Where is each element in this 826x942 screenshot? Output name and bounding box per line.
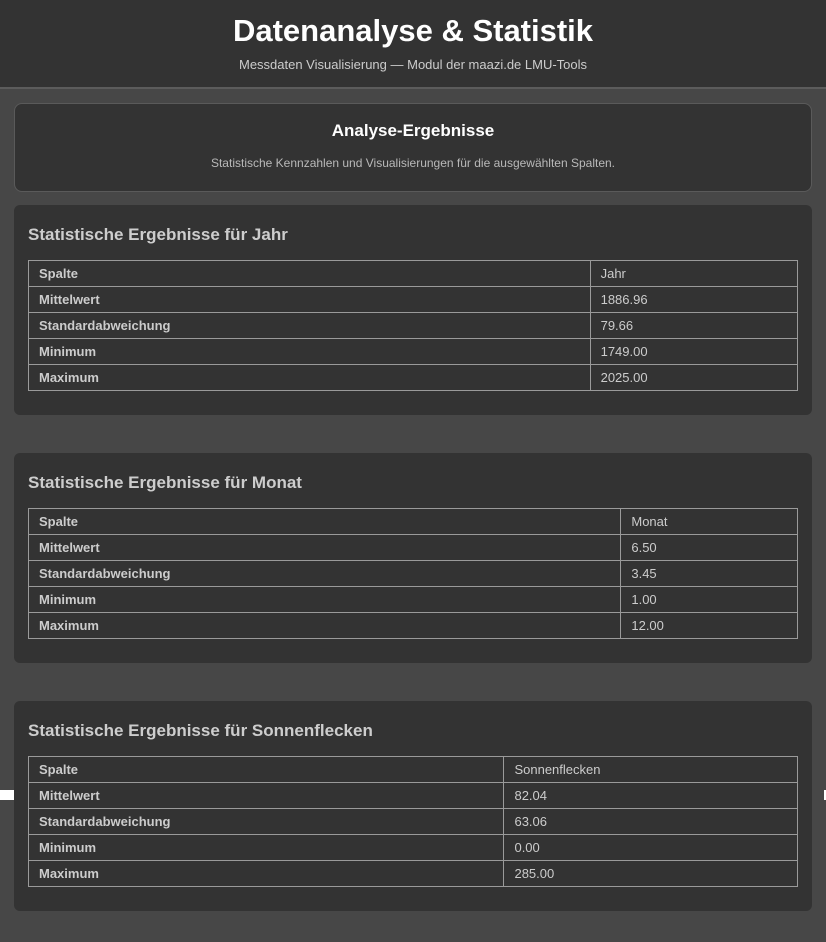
section-heading-monat: Statistische Ergebnisse für Monat: [28, 473, 302, 492]
stats-table-jahr: [28, 260, 798, 391]
stat-value-cell: 1886.96: [590, 287, 797, 313]
app-header: [0, 0, 826, 89]
stat-label-cell: Spalte: [29, 757, 504, 783]
table-row: [29, 365, 798, 391]
table-row: [29, 809, 798, 835]
stat-label-cell: Standardabweichung: [29, 561, 621, 587]
stat-value-cell: 0.00: [504, 835, 798, 861]
stat-value-cell: 6.50: [621, 535, 798, 561]
section-sonnenflecken: [14, 701, 812, 911]
app-subtitle: Messdaten Visualisierung — Modul der maazi.de LMU-Tools: [238, 57, 588, 72]
table-row: [29, 339, 798, 365]
section-jahr: [14, 205, 812, 415]
stat-label-cell: Spalte: [29, 509, 621, 535]
stat-label-cell: Maximum: [29, 613, 621, 639]
stat-label-cell: Minimum: [29, 835, 504, 861]
stats-table-sonnenflecken: [28, 756, 798, 887]
stat-label-cell: Mittelwert: [29, 783, 504, 809]
section-heading-jahr: Statistische Ergebnisse für Jahr: [28, 225, 288, 244]
stat-label-cell: Minimum: [29, 339, 591, 365]
stat-value-cell: 63.06: [504, 809, 798, 835]
stat-value-cell: 1.00: [621, 587, 798, 613]
table-row: [29, 509, 798, 535]
section-monat: [14, 453, 812, 663]
stat-label-cell: Maximum: [29, 365, 591, 391]
panel-description: Statistische Kennzahlen und Visualisierungen für die ausgewählten Spalten.: [210, 156, 616, 170]
stats-table-monat: [28, 508, 798, 639]
table-row: [29, 587, 798, 613]
stat-label-cell: Spalte: [29, 261, 591, 287]
panel-title: Analyse-Ergebnisse: [331, 121, 495, 140]
app-title: Datenanalyse & Statistik: [232, 13, 594, 48]
stat-label-cell: Standardabweichung: [29, 809, 504, 835]
table-row: [29, 835, 798, 861]
table-row: [29, 783, 798, 809]
stat-value-cell: Sonnenflecken: [504, 757, 798, 783]
table-row: [29, 561, 798, 587]
stat-value-cell: 1749.00: [590, 339, 797, 365]
stat-label-cell: Mittelwert: [29, 287, 591, 313]
stat-value-cell: 82.04: [504, 783, 798, 809]
stat-label-cell: Standardabweichung: [29, 313, 591, 339]
stat-label-cell: Maximum: [29, 861, 504, 887]
table-row: [29, 757, 798, 783]
stat-value-cell: 79.66: [590, 313, 797, 339]
stat-label-cell: Minimum: [29, 587, 621, 613]
stat-value-cell: Jahr: [590, 261, 797, 287]
section-heading-sonnenflecken: Statistische Ergebnisse für Sonnenflecken: [28, 721, 373, 740]
stat-value-cell: 285.00: [504, 861, 798, 887]
stat-value-cell: Monat: [621, 509, 798, 535]
table-row: [29, 313, 798, 339]
table-row: [29, 613, 798, 639]
table-row: [29, 261, 798, 287]
table-row: [29, 287, 798, 313]
stat-label-cell: Mittelwert: [29, 535, 621, 561]
stat-value-cell: 12.00: [621, 613, 798, 639]
analysis-results-panel: [14, 103, 812, 192]
stat-value-cell: 2025.00: [590, 365, 797, 391]
table-row: [29, 861, 798, 887]
stat-value-cell: 3.45: [621, 561, 798, 587]
table-row: [29, 535, 798, 561]
